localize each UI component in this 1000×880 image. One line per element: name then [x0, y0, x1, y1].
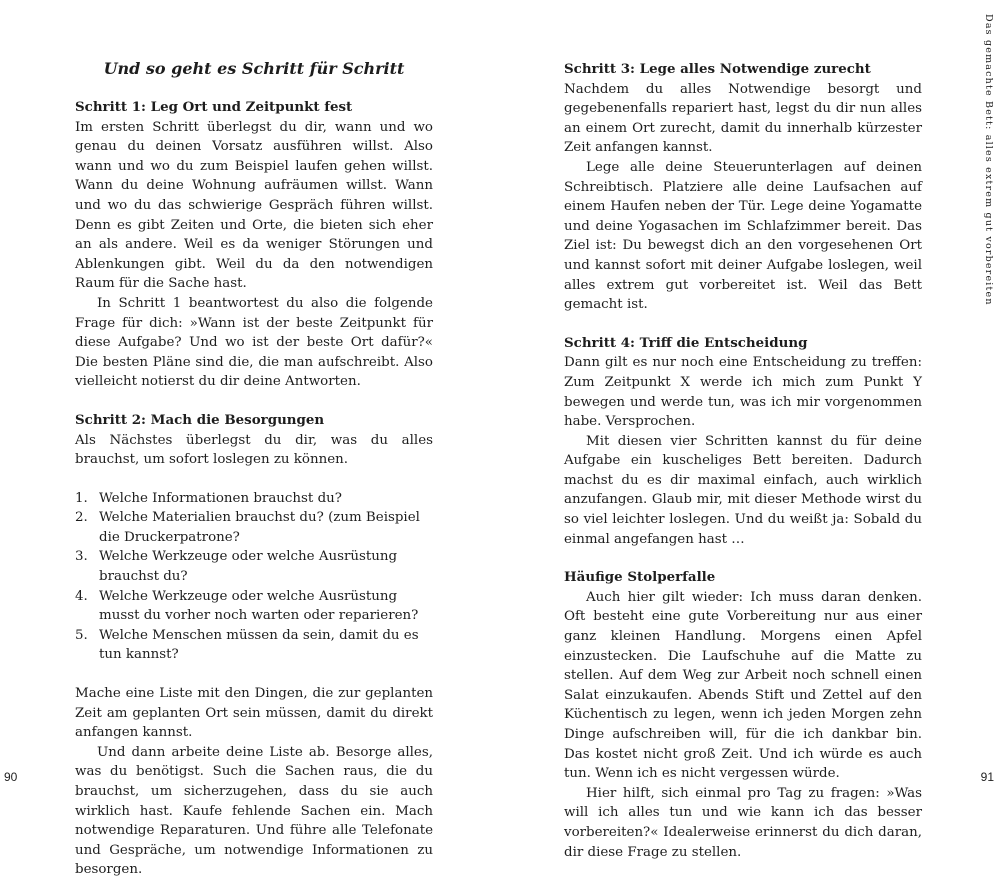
list-item — [75, 547, 433, 586]
right-text-column — [564, 60, 922, 862]
list-item — [75, 587, 433, 626]
left-text-column — [75, 98, 433, 880]
pitfalls-paragraph-1: Auch hier gilt wieder: Ich muss daran denken. Oft besteht eine gute Vorbereitung nur aus einer ganz kleinen Handlung. Morgens einen Apfel einzustecken. Die Laufschuhe auf die Matte zu stellen. Auf dem Weg zur Arbeit noch schnell einen Salat einzukaufen. Abends Stift und Zettel auf den Küchentisch zu legen, wenn ich jeden Morgen zehn Dinge aufschreiben will, für die ich dankbar bin. Das kostet nicht groß Zeit. Und ich würde es auch tun. Wenn ich es nicht vergessen würde. — [564, 589, 922, 782]
list-item-text: Welche Werkzeuge oder welche Ausrüstung musst du vorher noch warten oder reparieren? — [99, 588, 419, 624]
step3-paragraph-1: Nachdem du alles Notwendige besorgt und gegebenenfalls repariert hast, legst du dir nun alles an einem Ort zurecht, damit du innerhalb kürzester Zeit anfangen kannst. — [564, 81, 922, 156]
list-item — [75, 489, 433, 509]
list-item-number: 1. — [75, 490, 88, 506]
left-page — [0, 0, 500, 878]
step4-paragraph-2: Mit diesen vier Schritten kannst du für deine Aufgabe ein kuscheliges Bett bereiten. Dadurch machst du es dir maximal einfach, auch wirklich anzufangen. Glaub mir, mit dieser Methode wirst du so viel leichter loslegen. Und du weißt ja: Sobald du einmal angefangen hast … — [564, 433, 922, 547]
step2-paragraph-2: Und dann arbeite deine Liste ab. Besorge alles, was du benötigst. Such die Sachen raus, die du brauchst, um sicherzugehen, dass du sie auch wirklich hast. Kaufe fehlende Sachen ein. Mach notwendige Reparaturen. Und führe alle Telefonate und Gespräche, um notwendige Informationen zu besorgen. — [75, 744, 433, 878]
page-number-right: 91 — [980, 770, 994, 784]
chapter-title: Und so geht es Schritt für Schritt — [103, 59, 405, 78]
step2-intro: Als Nächstes überlegst du dir, was du alles brauchst, um sofort loslegen zu können. — [75, 432, 433, 468]
list-item-text: Welche Menschen müssen da sein, damit du es tun kannst? — [99, 627, 419, 663]
list-item — [75, 508, 433, 547]
step1-paragraph-2: In Schritt 1 beantwortest du also die folgende Frage für dich: »Wann ist der beste Zeitpunkt für diese Aufgabe? Und wo ist der beste Ort dafür?« Die besten Pläne sind die, die man aufschreibt. Also vielleicht notierst du dir deine Antworten. — [75, 295, 433, 390]
step1-paragraph-1: Im ersten Schritt überlegst du dir, wann und wo genau du deinen Vorsatz ausführen willst. Also wann und wo du zum Beispiel laufen gehen willst. Wann du deine Wohnung aufräumen willst. Wann und wo du das schwierige Gespräch führen willst. Denn es gibt Zeiten und Orte, die bieten sich eher an als andere. Weil es da weniger Störungen und Ablenkungen gibt. Weil du da den notwendigen Raum für die Sache hast. — [75, 119, 433, 292]
list-item-number: 5. — [75, 627, 88, 643]
page-number-left: 90 — [4, 770, 18, 784]
step2-question-list — [75, 489, 433, 665]
step2-paragraph-1: Mache eine Liste mit den Dingen, die zur geplanten Zeit am geplanten Ort sein müssen, damit du direkt anfangen kannst. — [75, 686, 433, 741]
list-item-text: Welche Werkzeuge oder welche Ausrüstung brauchst du? — [99, 549, 398, 585]
step1-heading: Schritt 1: Leg Ort und Zeitpunkt fest — [75, 99, 353, 115]
pitfalls-heading: Häufige Stolperfalle — [564, 569, 716, 586]
step2-heading: Schritt 2: Mach die Besorgungen — [75, 411, 325, 428]
list-item-text: Welche Informationen brauchst du? — [99, 490, 342, 506]
step3-heading: Schritt 3: Lege alles Notwendige zurecht — [564, 61, 871, 77]
list-item-number: 3. — [75, 549, 88, 565]
list-item-text: Welche Materialien brauchst du? (zum Beispiel die Druckerpatrone? — [99, 510, 420, 545]
list-item-number: 2. — [75, 510, 88, 526]
right-page — [500, 0, 1000, 860]
step4-heading: Schritt 4: Triff die Entscheidung — [564, 334, 808, 351]
running-head: Das gemachte Bett: alles extrem gut vorbereiten — [983, 14, 994, 306]
pitfalls-paragraph-2: Hier hilft, sich einmal pro Tag zu fragen: »Was will ich alles tun und wie kann ich das besser vorbereiten?« Idealerweise erinnerst du dich daran, dir diese Frage zu stellen. — [564, 785, 922, 860]
step3-paragraph-2: Lege alle deine Steuerunterlagen auf deinen Schreibtisch. Platziere alle deine Laufsachen auf einem Haufen neben der Tür. Lege deine Yogamatte und deine Yogasachen im Schlafzimmer bereit. Das Ziel ist: Du bewegst dich an den vorgesehenen Ort und kannst sofort mit deiner Aufgabe loslegen, weil alles extrem gut vorbereitet ist. Weil das Bett gemacht ist. — [564, 159, 922, 313]
list-item — [75, 626, 433, 665]
step4-paragraph-1: Dann gilt es nur noch eine Entscheidung zu treffen: Zum Zeitpunkt X werde ich mich zum Punkt Y bewegen und werde tun, was ich mir vorgenommen habe. Versprochen. — [564, 355, 922, 430]
list-item-number: 4. — [75, 588, 88, 604]
